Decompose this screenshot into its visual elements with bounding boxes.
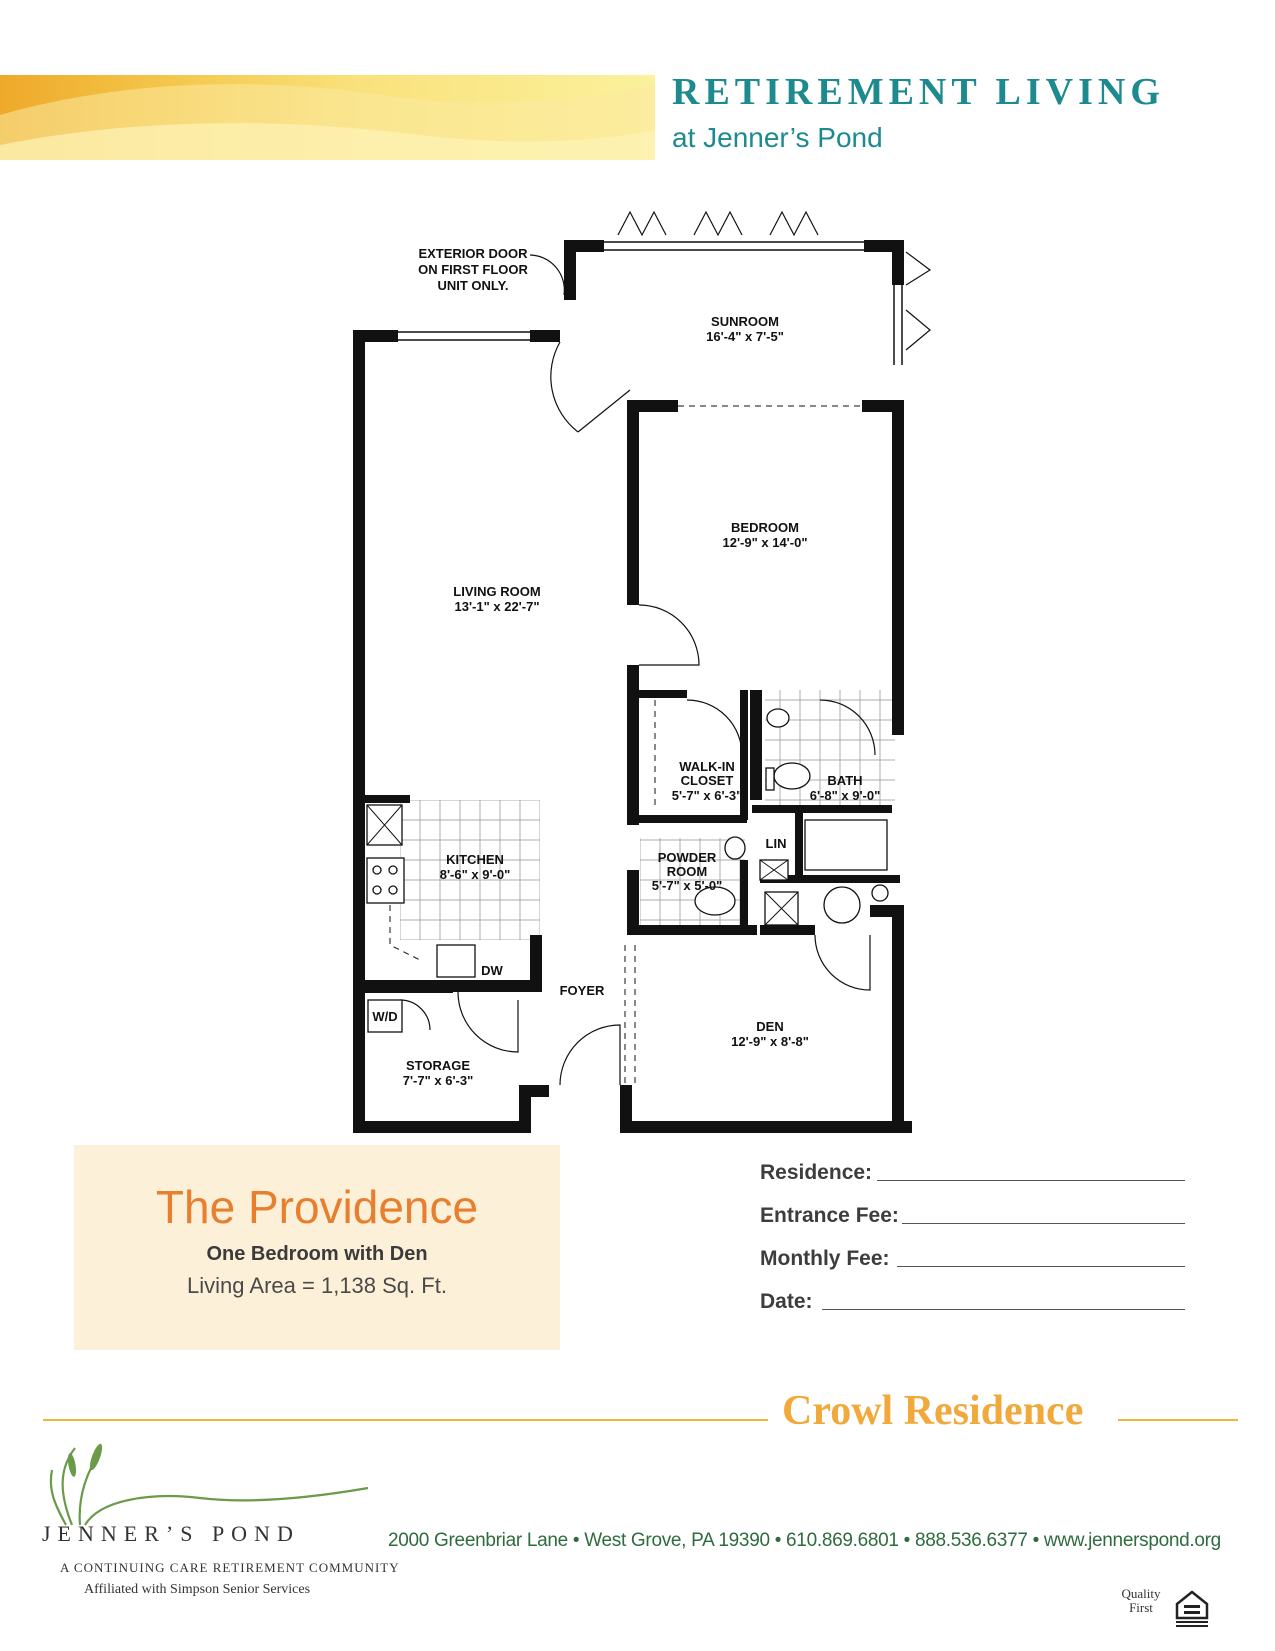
closet-label-line1: WALK-IN [679,759,735,774]
quality-first-badge [1113,1587,1169,1632]
logo-tagline: A CONTINUING CARE RETIREMENT COMMUNITY [60,1560,400,1575]
bath-dim: 6'-8" x 9'-0" [809,788,881,803]
date-field[interactable] [760,1284,1185,1314]
bath-label: BATH [827,773,863,788]
contact-address: 2000 Greenbriar Lane • West Grove, PA 19390 • 610.869.6801 • 888.536.6377 • www.jennerspond.org [388,1530,1221,1551]
residence-field[interactable] [760,1155,1185,1185]
storage-dim: 7'-7" x 6'-3" [402,1073,474,1088]
monthly-fee-field[interactable] [760,1241,1185,1271]
living-room-dim: 13'-1" x 22'-7" [454,599,540,614]
entrance-fee-line[interactable] [902,1223,1185,1225]
date-line[interactable] [822,1309,1185,1311]
exterior-door-note-line2: ON FIRST FLOOR [418,262,528,277]
affiliation-text: Affiliated with Simpson Senior Services [84,1582,311,1597]
sunroom-dim: 16'-4" x 7'-5" [706,329,784,344]
walls [353,240,912,1133]
residence-line[interactable] [877,1180,1185,1182]
floor-plan [340,200,965,1140]
logo-wordmark: JENNER’S POND [42,1521,300,1546]
header-banner [0,75,655,160]
living-area: Living Area = 1,138 Sq. Ft. [187,1273,447,1298]
powder-label-line1: POWDER [657,850,717,865]
entrance-fee-field[interactable] [760,1198,1185,1228]
divider-right [1118,1419,1238,1421]
door-swings [400,212,930,1085]
den-label: DEN [756,1019,784,1034]
divider-left [43,1419,768,1421]
brand-title: RETIREMENT LIVING [672,71,1165,113]
linen-label: LIN [765,836,787,851]
residence-name: Crowl Residence [782,1388,1084,1434]
powder-label-line2: ROOM [666,864,708,879]
sunroom-label: SUNROOM [711,314,779,329]
monthly-fee-line[interactable] [897,1266,1185,1268]
quality-badge-line1: Quality [1121,1586,1161,1601]
exterior-door-note-line3: UNIT ONLY. [437,278,509,293]
model-type: One Bedroom with Den [206,1243,428,1265]
powder-dim: 5'-7" x 5'-0" [651,878,723,893]
model-info-box [74,1145,560,1350]
dishwasher-label: DW [481,963,503,978]
entrance-fee-label: Entrance Fee: [760,1204,899,1227]
residence-label: Residence: [760,1161,873,1184]
bedroom-label: BEDROOM [731,520,799,535]
den-dim: 12'-9" x 8'-8" [731,1034,809,1049]
foyer-label: FOYER [559,983,605,998]
kitchen-dim: 8'-6" x 9'-0" [439,867,511,882]
kitchen-label: KITCHEN [446,852,504,867]
storage-label: STORAGE [405,1058,471,1073]
date-label: Date: [760,1290,813,1313]
quality-badge-line2: First [1129,1600,1153,1615]
closet-dim: 5'-7" x 6'-3" [671,788,743,803]
equal-housing-icon [1174,1588,1210,1630]
model-name: The Providence [155,1181,479,1233]
exterior-door-note-line1: EXTERIOR DOOR [418,246,528,261]
closet-label-line2: CLOSET [680,773,734,788]
brand-subtitle: at Jenner’s Pond [672,122,883,153]
living-room-label: LIVING ROOM [453,584,541,599]
bedroom-dim: 12'-9" x 14'-0" [722,535,808,550]
header-wave-graphic [0,75,655,160]
monthly-fee-label: Monthly Fee: [760,1247,890,1270]
washer-dryer-label: W/D [372,1009,398,1024]
